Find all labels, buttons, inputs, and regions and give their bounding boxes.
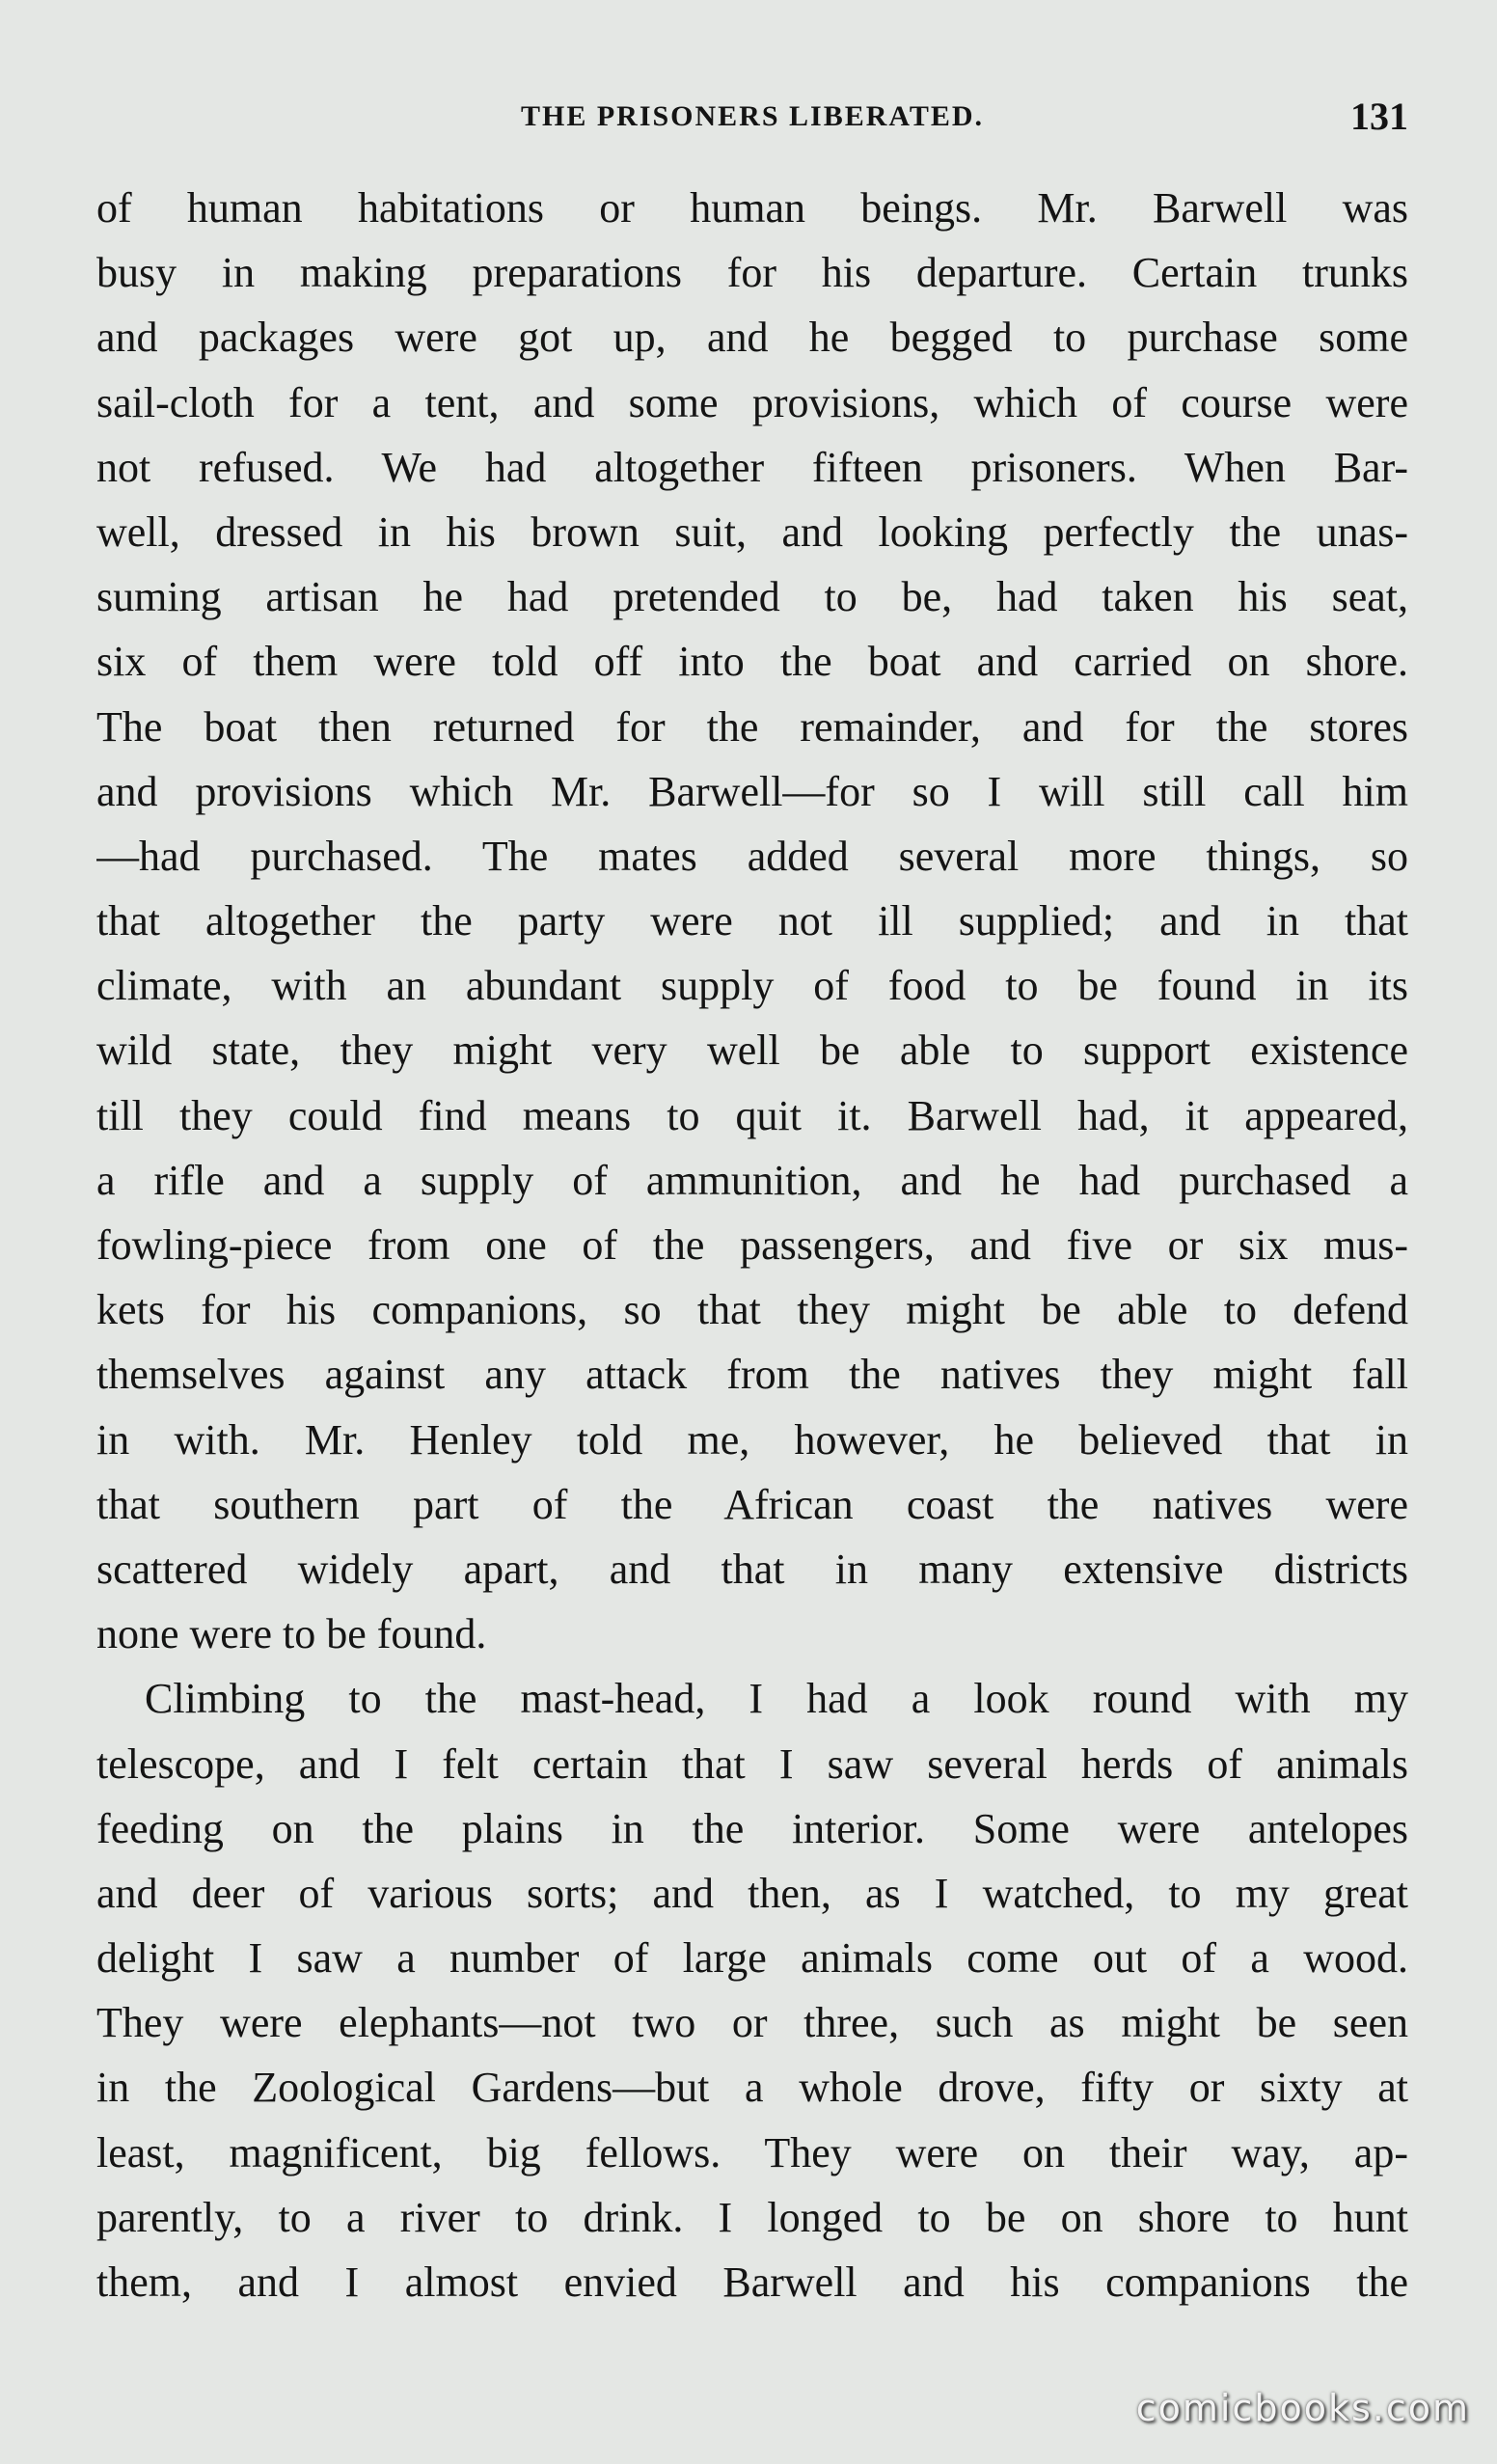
running-title: THE PRISONERS LIBERATED. [520,100,985,132]
text-line: climate, with an abundant supply of food to be found in its [96,962,1408,1010]
text-line: wild state, they might very well be able to support existence [96,1027,1408,1075]
page-number: 131 [1350,95,1408,138]
text-line: themselves against any attack from the natives they might fall [96,1351,1408,1399]
text-line: none were to be found. [96,1610,487,1658]
text-line: parently, to a river to drink. I longed to be on shore to hunt [96,2193,1408,2241]
text-line: well, dressed in his brown suit, and looking perfectly the unas- [96,507,1408,556]
text-line: that southern part of the African coast the natives were [96,1480,1408,1528]
paragraph [96,176,1408,1666]
text-line: busy in making preparations for his departure. Certain trunks [96,249,1408,297]
text-line: that altogether the party were not ill supplied; and in that [96,897,1408,945]
body-text [96,176,1408,2314]
text-line: not refused. We had altogether fifteen prisoners. When Bar- [96,443,1408,491]
text-line: They were elephants—not two or three, such as might be seen [96,1999,1408,2047]
running-head [96,93,1408,151]
text-line: them, and I almost envied Barwell and his companions the [96,2259,1408,2306]
text-line: fowling-piece from one of the passengers, and five or six mus- [96,1221,1408,1269]
text-line: and provisions which Mr. Barwell—for so I will still call him [96,767,1408,815]
text-line: till they could find means to quit it. Barwell had, it appeared, [96,1091,1408,1139]
text-line: of human habitations or human beings. Mr. Barwell was [96,184,1408,232]
text-line: six of them were told off into the boat and carried on shore. [96,638,1408,686]
text-line: a rifle and a supply of ammunition, and he had purchased a [96,1156,1408,1204]
text-line: kets for his companions, so that they might be able to defend [96,1286,1408,1334]
text-line: and deer of various sorts; and then, as I watched, to my great [96,1869,1408,1917]
text-line: The boat then returned for the remainder, and for the stores [96,702,1408,751]
site-watermark: comicbooks.com [1135,2387,1470,2429]
text-line: in with. Mr. Henley told me, however, he believed that in [96,1415,1408,1464]
text-line: suming artisan he had pretended to be, had taken his seat, [96,573,1408,621]
text-line: in the Zoological Gardens—but a whole drove, fifty or sixty at [96,2064,1408,2112]
text-line: sail-cloth for a tent, and some provisions, which of course were [96,378,1408,426]
text-line: least, magnificent, big fellows. They were on their way, ap- [96,2128,1408,2177]
text-line: and packages were got up, and he begged to purchase some [96,314,1408,362]
text-line: feeding on the plains in the interior. Some were antelopes [96,1804,1408,1852]
text-line: Climbing to the mast-head, I had a look round with my [145,1675,1408,1723]
text-line: scattered widely apart, and that in many extensive districts [96,1545,1408,1593]
text-line: —had purchased. The mates added several more things, so [96,832,1408,880]
text-line: delight I saw a number of large animals come out of a wood. [96,1934,1408,1983]
text-line: telescope, and I felt certain that I saw several herds of animals [96,1739,1408,1788]
paragraph [96,1666,1408,2314]
